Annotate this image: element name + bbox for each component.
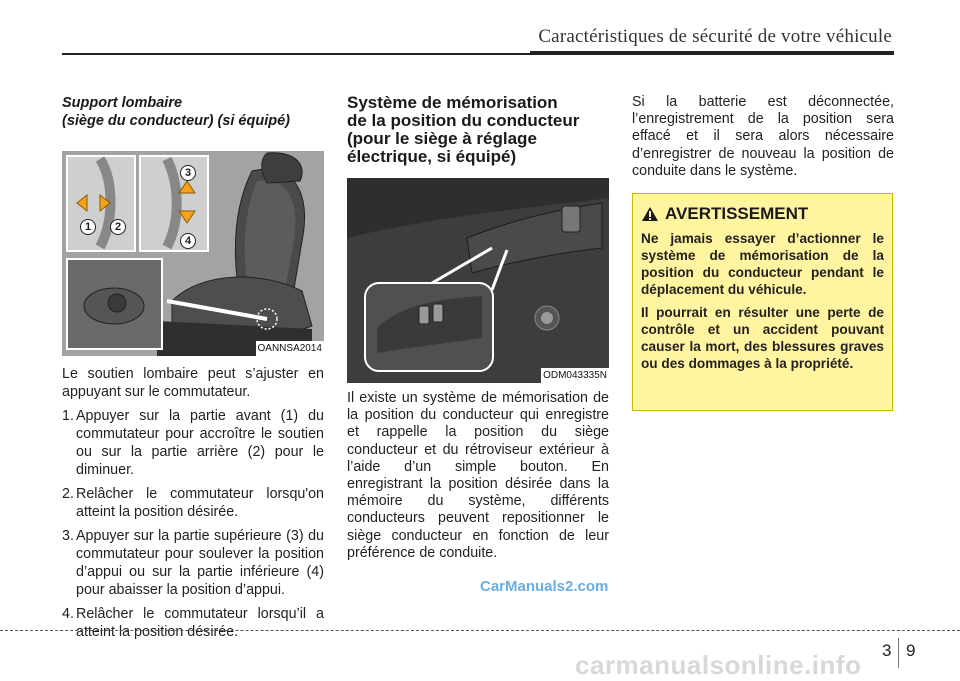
door-panel-illustration xyxy=(347,178,609,383)
warning-title xyxy=(641,204,884,224)
column-battery-note xyxy=(632,94,894,180)
callout-1: 1 xyxy=(80,217,96,235)
lumbar-subheading-qualifier: (siège du conducteur) (si équipé) xyxy=(62,113,290,129)
chapter-number: 3 xyxy=(882,641,892,660)
column-lumbar-support xyxy=(62,94,324,647)
lumbar-seat-figure xyxy=(62,151,324,356)
warning-title-text: AVERTISSEMENT xyxy=(665,204,809,223)
list-item: 4. Relâcher le commutateur lorsqu’il a atteint la position désirée. xyxy=(62,606,324,640)
lumbar-steps xyxy=(62,407,324,641)
callout-3: 3 xyxy=(180,163,196,181)
lumbar-figure-code: OANNSA2014 xyxy=(257,343,322,354)
site-watermark: carmanualsonline.info xyxy=(575,650,862,680)
memory-body: Il existe un système de mémorisation de la position du conducteur qui enregistre et rappelle la position du siège conducteur et du rétroviseur extérieur à l’aide d’un simple bouton. En enregistrant la position désirée dans la mémoire du système, différents conducteurs peuvent repositionner le siège conducteur en fonction de leur préférence de conduite. xyxy=(347,390,609,561)
column-memory-system xyxy=(347,94,609,562)
memory-title-line1: Système de mémorisation xyxy=(347,93,558,112)
callout-2: 2 xyxy=(110,217,126,235)
memory-title-line4: électrique, si équipé) xyxy=(347,147,517,166)
header-rule-accent xyxy=(530,51,894,55)
page-number-separator xyxy=(898,638,899,668)
warning-paragraph-1: Ne jamais essayer d’actionner le système de mémorisation de la position du conducteur pendant le déplacement du véhicule. xyxy=(641,231,884,297)
warning-triangle-icon xyxy=(641,206,659,222)
memory-title-line2: de la position du conducteur xyxy=(347,111,580,130)
lumbar-intro: Le soutien lombaire peut s’ajuster en appuyant sur le commutateur. xyxy=(62,366,324,400)
lumbar-subheading: Support lombaire xyxy=(62,95,183,111)
watermark: CarManuals2.com xyxy=(480,578,609,595)
memory-figure-code: ODM043335N xyxy=(543,370,607,381)
memory-door-figure xyxy=(347,178,609,383)
warning-box xyxy=(632,193,893,411)
page-number: 9 xyxy=(906,641,916,660)
callout-4: 4 xyxy=(180,231,196,249)
memory-title-line3: (pour le siège à réglage xyxy=(347,129,537,148)
seat-illustration xyxy=(62,151,324,356)
list-item: 1. Appuyer sur la partie avant (1) du commutateur pour accroître le soutien ou sur la partie arrière (2) pour le diminuer. xyxy=(62,408,324,478)
warning-paragraph-2: Il pourrait en résulter une perte de contrôle et un accident pouvant causer la mort, des blessures graves ou des dommages à la propriété. xyxy=(641,305,884,371)
list-item: 3. Appuyer sur la partie supérieure (3) du commutateur pour soulever la position d’appui ou sur la partie inférieure (4) pour abaisser la position d’appui. xyxy=(62,528,324,598)
list-item: 2. Relâcher le commutateur lorsqu'on atteint la position désirée. xyxy=(62,486,324,520)
battery-note: Si la batterie est déconnectée, l’enregistrement de la position sera effacé et il sera alors nécessaire d’enregistrer de nouveau la position de conduite dans le système. xyxy=(632,94,894,179)
footer-rule xyxy=(0,630,960,631)
running-header: Caractéristiques de sécurité de votre véhicule xyxy=(538,26,892,47)
